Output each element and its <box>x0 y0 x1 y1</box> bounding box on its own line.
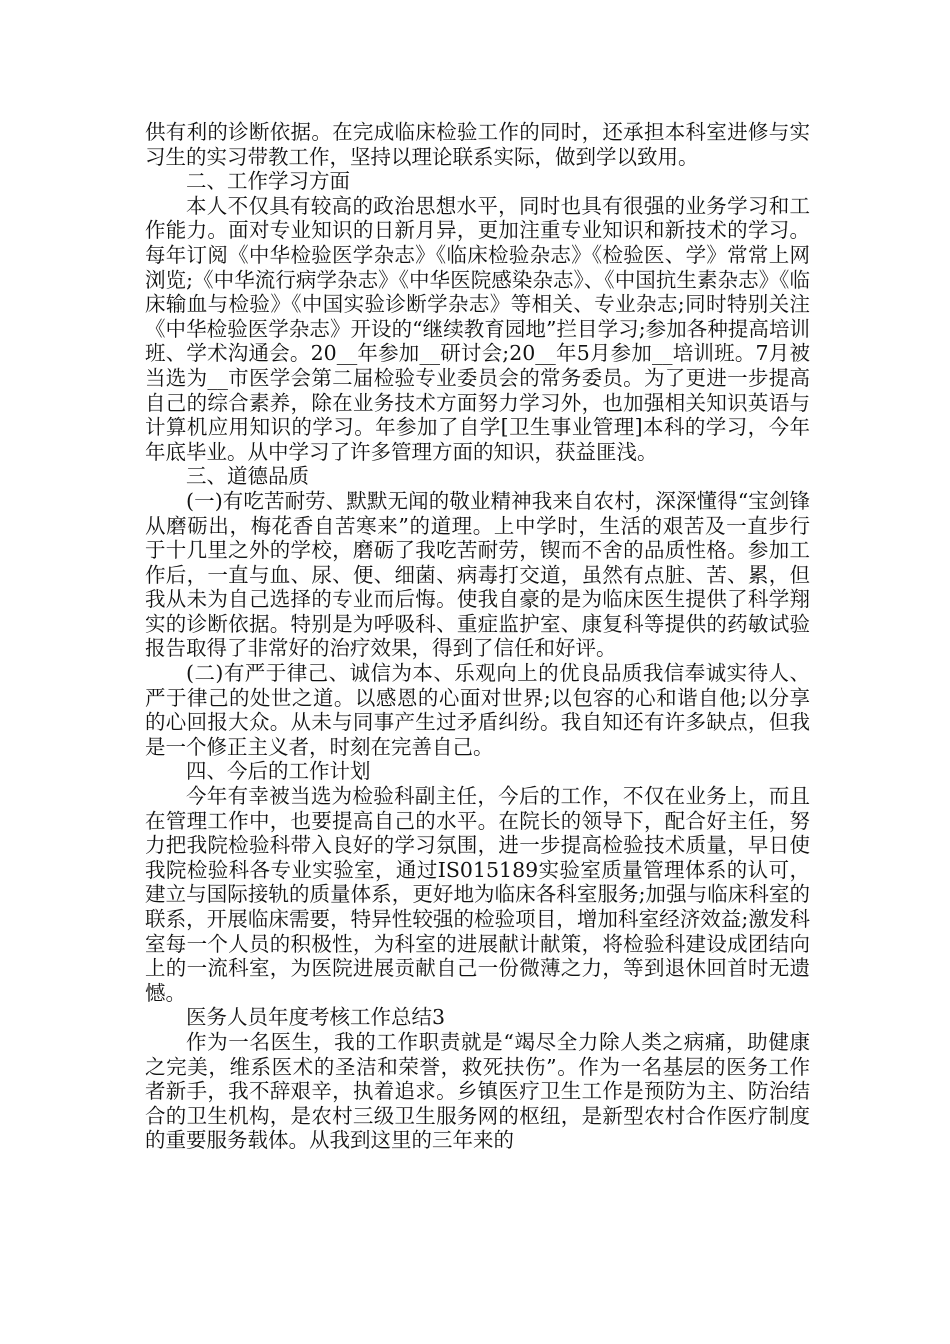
document-subtitle-summary-3: 医务人员年度考核工作总结3 <box>186 1005 446 1030</box>
paragraph-hardworking: (一)有吃苦耐劳、默默无闻的敬业精神我来自农村，深深懂得“宝剑锋从磨砺出，梅花香自苦寒来”的道理。上中学时，生活的艰苦及一直步行于十几里之外的学校，磨砺了我吃苦耐劳，锲而不舍的品质性格。参加工作后，一直与血、尿、便、细菌、病毒打交道，虽然有点脏、苦、累，但我从未为自己选择的专业而后悔。使我自豪的是为临床医生提供了科学翔实的诊断依据。特别是为呼吸科、重症监护室、康复科等提供的药敏试验报告取得了非常好的治疗效果，得到了信任和好评。 <box>145 488 810 661</box>
paragraph-continuation: 供有利的诊断依据。在完成临床检验工作的同时，还承担本科室进修与实习生的实习带教工作，坚持以理论联系实际，做到学以致用。 <box>145 120 810 169</box>
section-heading-moral-quality: 三、道德品质 <box>186 464 309 489</box>
section-heading-work-study: 二、工作学习方面 <box>186 169 350 194</box>
paragraph-work-study: 本人不仅具有较高的政治思想水平，同时也具有很强的业务学习和工作能力。面对专业知识的日新月异，更加注重专业知识和新技术的学习。每年订阅《中华检验医学杂志》《临床检验杂志》《检验医、学》常常上网浏览;《中华流行病学杂志》《中华医院感染杂志》、《中国抗生素杂志》《临床输血与检验》《中国实验诊断学杂志》等相关、专业杂志;同时特别关注《中华检验医学杂志》开设的“继续教育园地”拦目学习;参加各种提高培训班、学术沟通会。20__年参加__研讨会;20__年5月参加__培训班。7月被当选为__市医学会第二届检验专业委员会的常务委员。为了更进一步提高自己的综合素养，除在业务技术方面努力学习外，也加强相关知识英语与计算机应用知识的学习。年参加了自学[卫生事业管理]本科的学习，今年年底毕业。从中学习了许多管理方面的知识，获益匪浅。 <box>145 193 810 464</box>
paragraph-doctor-duty: 作为一名医生，我的工作职责就是“竭尽全力除人类之病痛，助健康之完美，维系医术的圣洁和荣誉，救死扶伤”。作为一名基层的医务工作者新手，我不辞艰辛，执着追求。乡镇医疗卫生工作是预防为主、防治结合的卫生机构，是农村三级卫生服务网的枢纽，是新型农村合作医疗制度的重要服务载体。从我到这里的三年来的 <box>145 1029 810 1153</box>
section-heading-future-plan: 四、今后的工作计划 <box>186 759 371 784</box>
paragraph-future-plan: 今年有幸被当选为检验科副主任，今后的工作，不仅在业务上，而且在管理工作中，也要提高自己的水平。在院长的领导下，配合好主任，努力把我院检验科带入良好的学习氛围，进一步提高检验技术质量，早日使我院检验科各专业实验室，通过IS015189实验室质量管理体系的认可，建立与国际接轨的质量体系，更好地为临床各科室服务;加强与临床科室的联系，开展临床需要，特异性较强的检验项目，增加科室经济效益;激发科室每一个人员的积极性，为科室的进展献计献策，将检验科建设成团结向上的一流科室，为医院进展贡献自己一份微薄之力，等到退休回首时无遗憾。 <box>145 784 810 1005</box>
paragraph-self-discipline: (二)有严于律己、诚信为本、乐观向上的优良品质我信奉诚实待人、严于律己的处世之道。以感恩的心面对世界;以包容的心和谐自他;以分享的心回报大众。从未与同事产生过矛盾纠纷。我自知还有许多缺点，但我是一个修正主义者，时刻在完善自己。 <box>145 661 810 759</box>
document-body <box>145 120 810 1153</box>
